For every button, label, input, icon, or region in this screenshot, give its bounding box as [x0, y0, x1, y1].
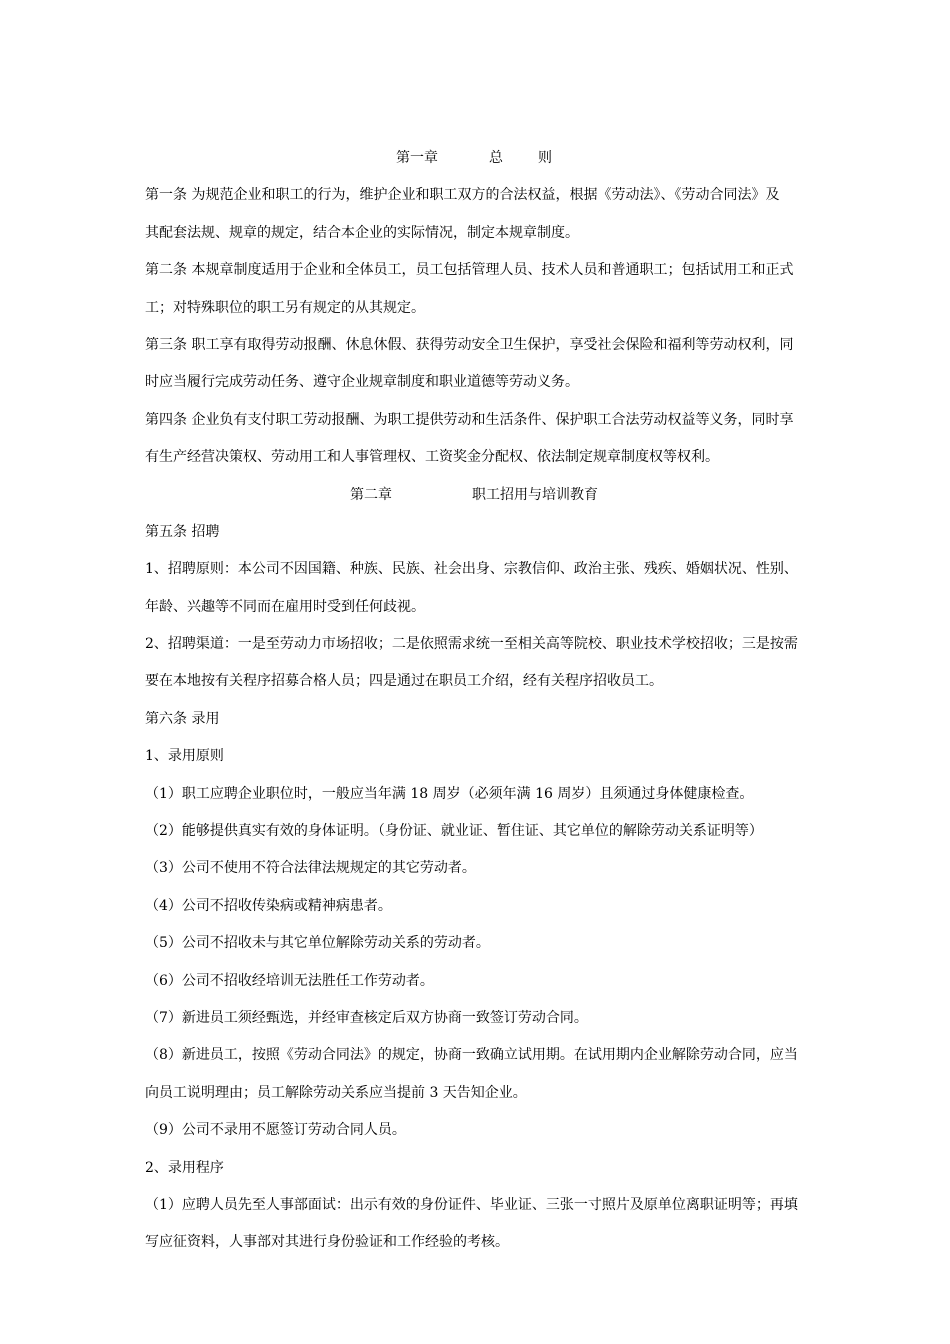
article-6-item-9: （9）公司不录用不愿签订劳动合同人员。: [145, 1122, 406, 1139]
article-6-item-3: （3）公司不使用不符合法律法规规定的其它劳动者。: [145, 860, 476, 877]
article-1-line2: 其配套法规、规章的规定，结合本企业的实际情况，制定本规章制度。: [145, 224, 579, 241]
document-page: [145, 146, 810, 1268]
article-6-item-2: （2）能够提供真实有效的身体证明。（身份证、就业证、暂住证、其它单位的解除劳动关系证明等）: [145, 823, 763, 840]
article-2-line1: 第二条 本规章制度适用于企业和全体员工，员工包括管理人员、技术人员和普通职工；包括试用工和正式: [145, 262, 794, 279]
article-4-line2: 有生产经营决策权、劳动用工和人事管理权、工资奖金分配权、依法制定规章制度权等权利。: [145, 449, 719, 466]
article-6-proc-1-line2: 写应征资料，人事部对其进行身份验证和工作经验的考核。: [145, 1234, 509, 1251]
article-2-line2: 工；对特殊职位的职工另有规定的从其规定。: [145, 299, 425, 316]
article-5-p2-line1: 2、招聘渠道：一是至劳动力市场招收；二是依照需求统一至相关高等院校、职业技术学校招收；三是按需: [145, 636, 798, 653]
article-6-item-6: （6）公司不招收经培训无法胜任工作劳动者。: [145, 972, 434, 989]
chapter-2-title: 职工招用与培训教育: [472, 486, 598, 503]
article-6-item-5: （5）公司不招收未与其它单位解除劳动关系的劳动者。: [145, 935, 490, 952]
article-3-line2: 时应当履行完成劳动任务、遵守企业规章制度和职业道德等劳动义务。: [145, 374, 579, 391]
article-6-sub2: 2、录用程序: [145, 1159, 224, 1176]
chapter-2-heading: [145, 483, 810, 520]
article-5-title: 第五条 招聘: [145, 523, 220, 540]
article-5-p1-line2: 年龄、兴趣等不同而在雇用时受到任何歧视。: [145, 598, 425, 615]
chapter-1-title-part2: 则: [538, 150, 552, 166]
article-6-item-8-line2: 向员工说明理由；员工解除劳动关系应当提前 3 天告知企业。: [145, 1084, 527, 1101]
article-6-title: 第六条 录用: [145, 710, 220, 727]
article-6-sub1: 1、录用原则: [145, 748, 224, 765]
article-6-proc-1-line1: （1）应聘人员先至人事部面试：出示有效的身份证件、毕业证、三张一寸照片及原单位离职证明等；再填: [145, 1196, 798, 1213]
article-6-item-4: （4）公司不招收传染病或精神病患者。: [145, 897, 392, 914]
chapter-1-title-part1: 总: [489, 150, 503, 166]
article-4-line1: 第四条 企业负有支付职工劳动报酬、为职工提供劳动和生活条件、保护职工合法劳动权益等义务，同时享: [145, 411, 794, 428]
chapter-2-label: 第二章: [350, 486, 392, 503]
article-5-p2-line2: 要在本地按有关程序招募合格人员；四是通过在职员工介绍，经有关程序招收员工。: [145, 673, 663, 690]
chapter-1-label: 第一章: [396, 150, 438, 166]
article-1-line1: 第一条 为规范企业和职工的行为，维护企业和职工双方的合法权益，根据《劳动法》、《劳动合同法》及: [145, 187, 780, 204]
article-3-line1: 第三条 职工享有取得劳动报酬、休息休假、获得劳动安全卫生保护，享受社会保险和福利等劳动权利，同: [145, 336, 794, 353]
article-6-item-7: （7）新进员工须经甄选，并经审查核定后双方协商一致签订劳动合同。: [145, 1009, 588, 1026]
article-5-p1-line1: 1、招聘原则：本公司不因国籍、种族、民族、社会出身、宗教信仰、政治主张、残疾、婚姻状况、性别、: [145, 561, 798, 578]
article-6-item-8-line1: （8）新进员工，按照《劳动合同法》的规定，协商一致确立试用期。在试用期内企业解除劳动合同，应当: [145, 1047, 798, 1064]
chapter-1-heading: [145, 146, 810, 183]
article-6-item-1: （1）职工应聘企业职位时，一般应当年满 18 周岁（必须年满 16 周岁）且须通过身体健康检查。: [145, 785, 754, 802]
